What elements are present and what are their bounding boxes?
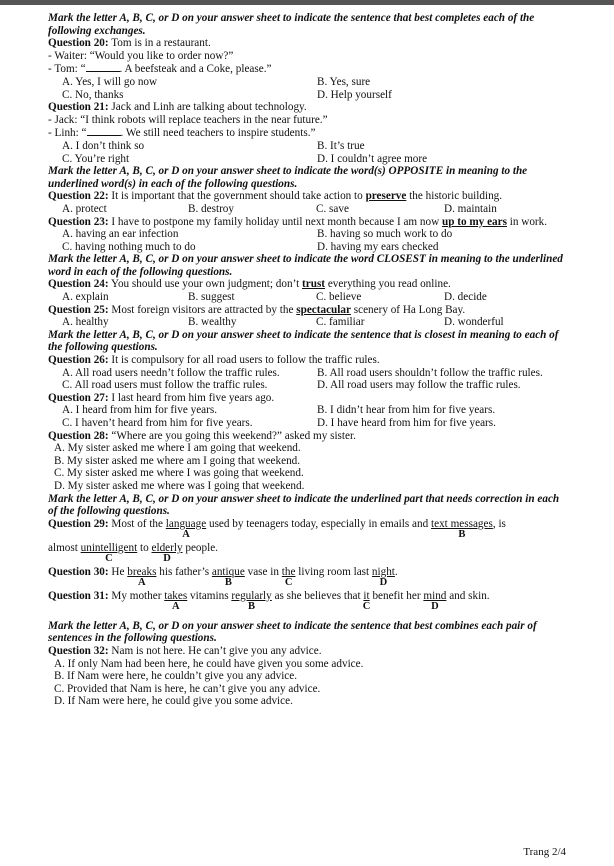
option-d[interactable]: D. having my ears checked (317, 240, 439, 253)
question-21: Question 21: Jack and Linh are talking about technology. - Jack: “I think robots will replace teachers in the near future.” - Linh: “ . We still need teachers to inspire students.” A. I don’t think so B. It’s true C. You’re right D. I couldn’t agree more (48, 101, 568, 165)
question-29: Question 29: Most of the language A used by teenagers today, especially in emails and text messages B , is almost unintelligent C to elderly D people. (48, 517, 506, 564)
option-d[interactable]: D. maintain (444, 202, 497, 215)
part-d[interactable]: elderly D (151, 541, 183, 564)
option-d[interactable]: D. wonderful (444, 316, 504, 329)
option-c[interactable]: C. My sister asked me where I was going that weekend. (54, 467, 304, 480)
underlined-word: preserve (365, 190, 407, 203)
question-20: Question 20: Tom is in a restaurant. - Waiter: “Would you like to order now?” - Tom: “ . A beefsteak and a Coke, please.” A. Yes, I will go now B. Yes, sure C. No, thanks D. Help yourself (48, 37, 568, 101)
instruction-closest-word: Mark the letter A, B, C, or D on your answer sheet to indicate the word CLOSEST in meaning to the underlined word in each of the following questions. (48, 253, 563, 278)
page-number: Trang 2/4 (523, 846, 566, 858)
option-a[interactable]: A. I don’t think so (62, 139, 145, 152)
question-28: Question 28: “Where are you going this weekend?” asked my sister. A. My sister asked me where I am going that weekend. B. My sister asked me where am I going that weekend. C. My sister asked me where I was going that weekend. D. My sister asked me where was I going that weekend. (48, 430, 568, 493)
options (62, 367, 568, 392)
option-c[interactable]: C. familiar (316, 316, 365, 329)
underlined-word: spectacular (296, 303, 351, 316)
underlined-word: trust (302, 278, 326, 291)
question-27: Question 27: I last heard from him five years ago. A. I heard from him for five years. B. I didn’t hear from him for five years. C. I haven’t heard from him for five years. D. I have heard from him for five years. (48, 392, 568, 430)
instruction-correction: Mark the letter A, B, C, or D on your answer sheet to indicate the underlined part that needs correction in each of the following questions. (48, 492, 560, 518)
option-d[interactable]: D. I have heard from him for five years. (317, 417, 496, 429)
part-d[interactable]: night D (371, 565, 395, 588)
part-b[interactable]: regularly B (231, 589, 272, 612)
question-30: Question 30: He breaks A his father’s antique B vase in the C living room last night D . (48, 565, 398, 588)
question-31: Question 31: My mother takes A vitamins regularly B as she believes that $\frac{it}{C}$ benefit her mind D and skin. (48, 589, 490, 612)
part-b[interactable]: text messages B (431, 517, 493, 540)
option-d[interactable]: D. My sister asked me where was I going that weekend. (54, 479, 305, 492)
option-c[interactable]: C. having nothing much to do (62, 240, 196, 253)
question-number: Question 20: (48, 37, 109, 50)
part-a[interactable]: takes A (164, 589, 188, 612)
option-b[interactable]: B. I didn’t hear from him for five years. (317, 404, 496, 417)
option-a[interactable]: A. Yes, I will go now (62, 75, 158, 88)
option-b[interactable]: B. suggest (188, 291, 235, 304)
option-c[interactable]: C. Provided that Nam is here, he can’t give you any advice. (54, 682, 321, 695)
exam-page (48, 12, 568, 708)
option-a[interactable]: A. explain (62, 291, 109, 304)
option-b[interactable]: B. having so much work to do (317, 228, 453, 241)
instruction-exchanges: Mark the letter A, B, C, or D on your answer sheet to indicate the sentence that best completes each of the following exchanges. (48, 12, 535, 37)
option-b[interactable]: B. Yes, sure (317, 75, 371, 88)
instruction-closest-sentence: Mark the letter A, B, C, or D on your answer sheet to indicate the sentence that is closest in meaning to each of the following questions. (48, 328, 559, 354)
top-edge-bar (0, 0, 614, 5)
part-b[interactable]: antique B (211, 565, 245, 588)
option-b[interactable]: B. If Nam were here, he couldn’t give you any advice. (54, 670, 298, 683)
part-d[interactable]: mind D (423, 589, 447, 612)
underlined-word: up to my ears (442, 215, 507, 228)
options (62, 228, 568, 253)
option-d[interactable]: D. All road users may follow the traffic rules. (317, 379, 521, 392)
instruction-opposite: Mark the letter A, B, C, or D on your answer sheet to indicate the word(s) OPPOSITE in meaning to the underlined word(s) in each of the following questions. (48, 165, 528, 190)
option-b[interactable]: B. My sister asked me where am I going that weekend. (54, 454, 301, 467)
option-b[interactable]: B. All road users shouldn’t follow the traffic rules. (317, 366, 543, 379)
question-22: Question 22: It is important that the government should take action to preserve the historic building. A. protect B. destroy C. save D. maintain (48, 190, 568, 215)
answer-blank (87, 126, 121, 136)
question-25: Question 25: Most foreign visitors are attracted by the spectacular scenery of Ha Long Bay. A. healthy B. wealthy C. familiar D. wonderful (48, 304, 568, 329)
option-c[interactable]: C. I haven’t heard from him for five years. (62, 417, 253, 429)
option-c[interactable]: C. You’re right (62, 152, 130, 165)
options (62, 404, 568, 429)
options (62, 291, 568, 304)
option-b[interactable]: B. It’s true (317, 139, 365, 152)
option-b[interactable]: B. destroy (188, 202, 234, 215)
options (54, 442, 568, 492)
question-26: Question 26: It is compulsory for all road users to follow the traffic rules. A. All road users needn’t follow the traffic rules. B. All road users shouldn’t follow the traffic rules. C. All road users must follow the traffic rules. D. All road users may follow the traffic rules. (48, 354, 568, 392)
option-c[interactable]: C. No, thanks (62, 88, 124, 101)
options (62, 140, 568, 165)
option-a[interactable]: A. I heard from him for five years. (62, 404, 218, 417)
question-24: Question 24: You should use your own judgment; don’t trust everything you read online. A. explain B. suggest C. believe D. decide (48, 278, 568, 303)
option-c[interactable]: C. save (316, 202, 349, 215)
option-b[interactable]: B. wealthy (188, 316, 237, 329)
part-a[interactable]: breaks A (127, 565, 157, 588)
question-23: Question 23: I have to postpone my family holiday until next month because I am now up to my ears in work. A. having an ear infection B. having so much work to do C. having nothing much to do D. having my ears checked (48, 216, 568, 254)
option-d[interactable]: D. If Nam were here, he could give you some advice. (54, 695, 293, 708)
option-a[interactable]: A. having an ear infection (62, 228, 179, 241)
part-c[interactable]: $\frac{it}{C}$ (362, 589, 371, 612)
part-a[interactable]: language A (165, 517, 207, 540)
option-a[interactable]: A. If only Nam had been here, he could have given you some advice. (54, 657, 364, 670)
answer-blank (86, 62, 120, 72)
part-c[interactable]: the C (281, 565, 296, 588)
option-d[interactable]: D. I couldn’t agree more (317, 152, 428, 165)
option-c[interactable]: C. All road users must follow the traffic rules. (62, 379, 268, 392)
option-a[interactable]: A. My sister asked me where I am going that weekend. (54, 442, 301, 455)
options (62, 76, 568, 101)
options (62, 316, 568, 329)
question-number: Question 21: (48, 101, 109, 114)
question-32: Question 32: Nam is not here. He can’t give you any advice. A. If only Nam had been here, he could have given you some advice. B. If Nam were here, he couldn’t give you any advice. C. Provided that Nam is here, he can’t give you any advice. D. If Nam were here, he could give you some advice. (48, 645, 568, 708)
option-d[interactable]: D. decide (444, 291, 487, 304)
option-d[interactable]: D. Help yourself (317, 88, 392, 101)
options (62, 203, 568, 216)
option-a[interactable]: A. healthy (62, 316, 109, 329)
part-c[interactable]: unintelligent C (80, 541, 138, 564)
option-c[interactable]: C. believe (316, 291, 362, 304)
options (54, 658, 568, 708)
option-a[interactable]: A. All road users needn’t follow the traffic rules. (62, 366, 280, 379)
option-a[interactable]: A. protect (62, 202, 107, 215)
instruction-combine: Mark the letter A, B, C, or D on your answer sheet to indicate the sentence that best combines each pair of sentences in the following questions. (48, 619, 537, 645)
